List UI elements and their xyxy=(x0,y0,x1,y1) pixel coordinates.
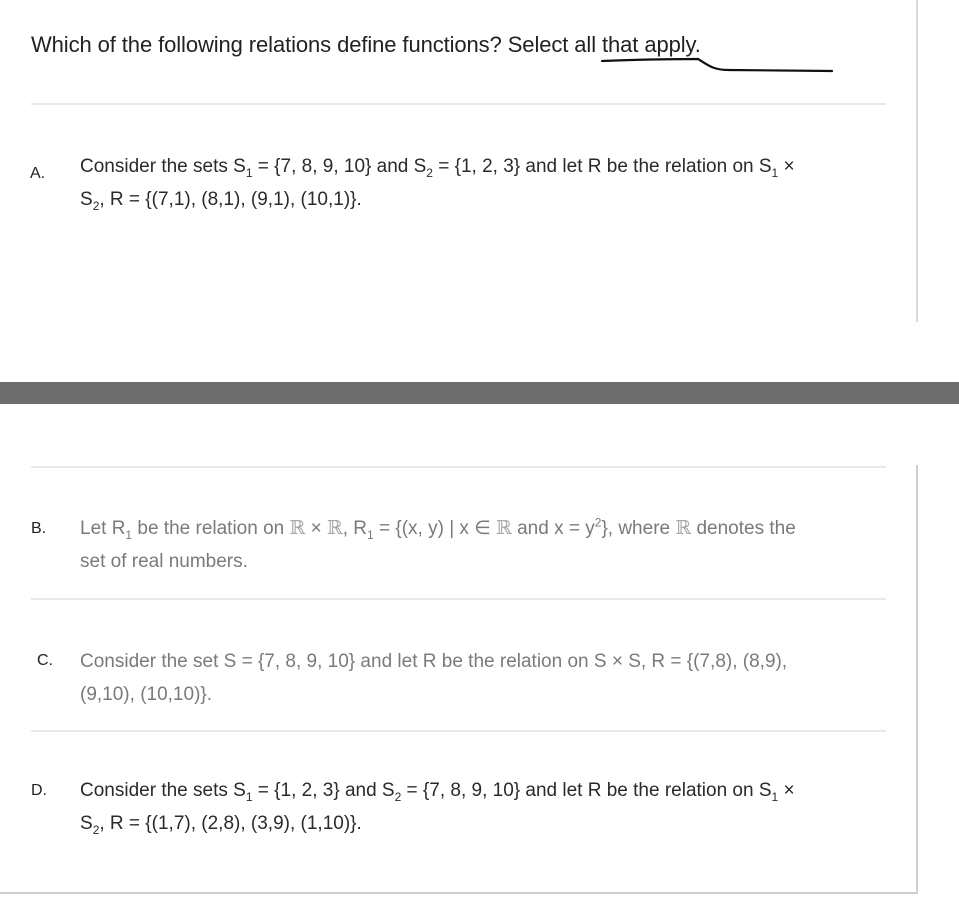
option-b-text[interactable]: Let $R_1$ be the relation on ℝ × ℝ, $R_1 = \{(x$, y) | x ∈ ℝ and $x = y^2$}, where ℝ denotes the set of real numbers. xyxy=(80,515,796,572)
question-prefix: Which of the following relations define functions? xyxy=(31,32,502,57)
question-emphasis: Select all that apply. xyxy=(507,32,701,57)
screenshot-separator-bar xyxy=(0,382,959,404)
option-a-text[interactable]: Consider the sets $S_1 = \{7$, 8, 9, 10} and $S_2 = \{1$, 2, 3} and let R be the relation on $S_1 \times S_2$, R = {(7,1), (8,1), (9,1), (10,1)}. xyxy=(80,156,795,213)
divider-line xyxy=(31,466,886,468)
divider-line xyxy=(31,730,886,732)
option-b-letter: B. xyxy=(31,520,47,537)
option-c-text[interactable]: Consider the set S = {7, 8, 9, 10} and let R be the relation on S × S, R = {(7,8), (8,9), (9,10), (10,10)}. xyxy=(80,651,788,705)
option-a-letter: A. xyxy=(30,165,46,182)
option-c-letter: C. xyxy=(37,652,53,669)
divider-line xyxy=(31,598,886,600)
question-prompt xyxy=(31,32,701,58)
option-d-letter: D. xyxy=(31,782,47,799)
pen-underline-mark xyxy=(598,57,838,77)
divider-line xyxy=(31,103,886,105)
option-d-text[interactable]: Consider the sets $S_1 = \{1$, 2, 3} and $S_2 = \{7$, 8, 9, 10} and let R be the relation on $S_1 \times S_2$, R = {(1,7), (2,8), (3,9), (1,10)}. xyxy=(80,780,795,837)
